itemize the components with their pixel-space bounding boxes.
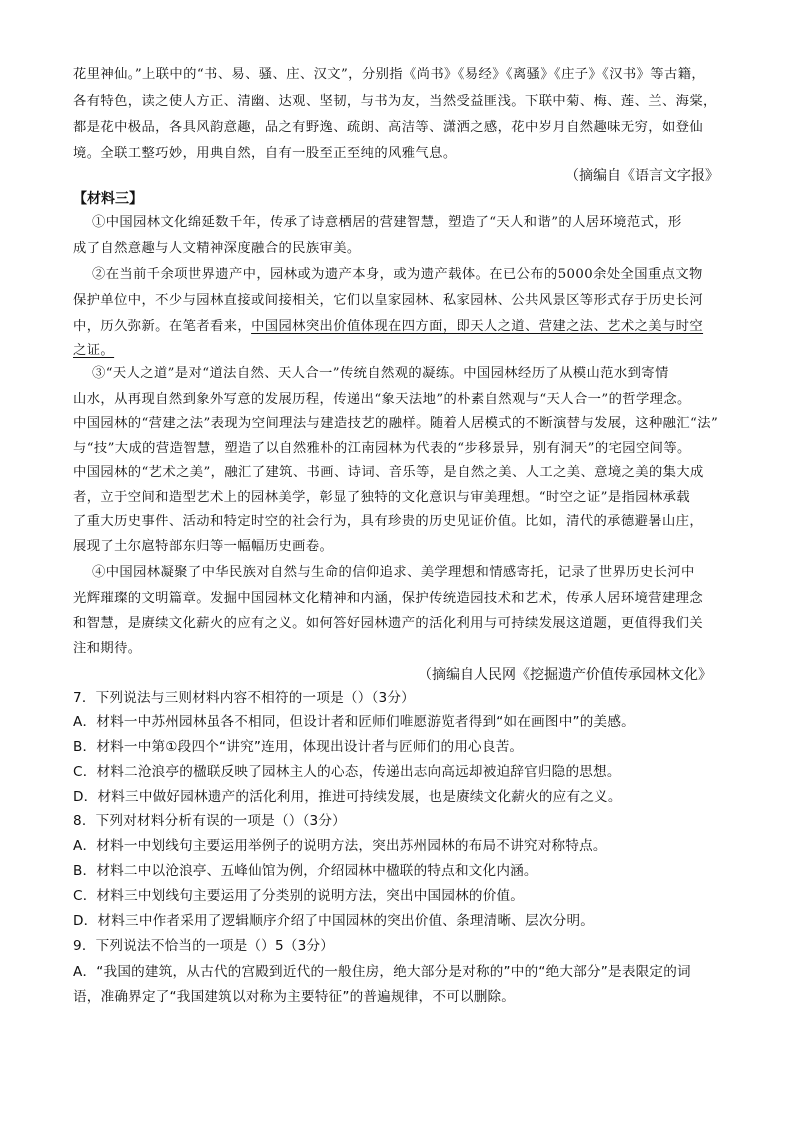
text-line: 展现了土尔扈特部东归等一幅幅历史画卷。	[73, 539, 334, 554]
option-9a: A．“我国的建筑，从古代的宫殿到近代的一般住房，绝大部分是对称的”中的“绝大部分”是表限定的词	[73, 964, 691, 980]
text-line: 和智慧，是赓续文化薪火的应有之义。如何答好园林遗产的活化利用与可持续发展这道题，更值得我们关	[73, 616, 704, 631]
section-header: 【材料三】	[73, 191, 143, 207]
option-7b: B．材料一中第①段四个“讲究”连用，体现出设计者与匠师们的用心良苦。	[73, 739, 524, 755]
text-line	[73, 342, 114, 360]
option-9a-cont: 语，准确界定了“我国建筑以对称为主要特征”的普遍规律，不可以删除。	[73, 989, 516, 1005]
text-line: 各有特色，读之使人方正、清幽、达观、坚韧，与书为友，当然受益匪浅。下联中菊、梅、莲、兰、海棠，	[73, 94, 717, 109]
text-line: 山水，从再现自然到象外写意的发展历程，传递出“象天法地”的朴素自然观与“天人合一”的哲学理念。	[73, 392, 691, 407]
question-stem-8: 8．下列对材料分析有误的一项是（）（3分）	[73, 813, 346, 829]
text-line: 花里神仙。”上联中的“书、易、骚、庄、汉文”，分别指《尚书》《易经》《离骚》《庄子》《汉书》等古籍，	[73, 67, 706, 82]
option-8d: D．材料三中作者采用了逻辑顺序介绍了中国园林的突出价值、条理清晰、层次分明。	[73, 913, 595, 929]
option-8c: C．材料三中划线句主要运用了分类别的说明方法，突出中国园林的价值。	[73, 888, 525, 904]
text-line: ④中国园林凝聚了中华民族对自然与生命的信仰追求、美学理想和情感寄托，记录了世界历史长河中	[92, 565, 695, 580]
text-line: ①中国园林文化绵延数千年，传承了诗意栖居的营建智慧，塑造了“天人和谐”的人居环境范式，形	[92, 215, 682, 230]
text-line: ③“天人之道”是对“道法自然、天人合一”传统自然观的凝练。中国园林经历了从模山范水到寄情	[92, 366, 669, 381]
text-line: 者，立于空间和造型艺术上的园林美学，彰显了独特的文化意识与审美理想。“时空之证”是指园林承载	[73, 490, 691, 505]
text-line: 了重大历史事件、活动和特定时空的社会行为，具有珍贵的历史见证价值。比如，清代的承德避暑山庄，	[73, 514, 704, 529]
question-stem-9: 9．下列说法不恰当的一项是（）5（3分）	[73, 938, 335, 954]
option-7a: A．材料一中苏州园林虽各不相同，但设计者和匠师们唯愿游览者得到“如在画图中”的美感。	[73, 714, 635, 730]
text-line: 光辉璀璨的文明篇章。发掘中国园林文化精神和内涵，保护传统造园技术和艺术，传承人居环境营建理念	[73, 591, 704, 606]
text-line: 成了自然意趣与人文精神深度融合的民族审美。	[73, 241, 361, 256]
option-7d: D．材料三中做好园林遗产的活化利用，推进可持续发展，也是赓续文化薪火的应有之义。	[73, 789, 622, 805]
text-span: 中，历久弥新。在笔者看来，	[73, 319, 252, 334]
text-line: 中国园林的“营建之法”表现为空间理法与建造技艺的融样。随着人居模式的不断演替与发展，这种融汇“法”	[73, 416, 719, 431]
underlined-sentence: 中国园林突出价值体现在四方面，即天人之道、营建之法、艺术之美与时空	[251, 319, 704, 334]
text-line: 中国园林的“艺术之美”，融汇了建筑、书画、诗词、音乐等，是自然之美、人工之美、意境之美的集大成	[73, 465, 704, 480]
option-7c: C．材料二沧浪亭的楹联反映了园林主人的心态，传递出志向高远却被迫辞官归隐的思想。	[73, 764, 621, 780]
underlined-sentence: 之证。	[73, 343, 115, 358]
text-line: 与“技”大成的营造智慧，塑造了以自然雅朴的江南园林为代表的“步移景异，别有洞天”的宅园空间等。	[73, 441, 691, 456]
text-line: ②在当前千余项世界遗产中，园林或为遗产本身，或为遗产载体。在已公布的5000余处全国重点文物	[92, 267, 703, 282]
text-line: 保护单位中，不少与园林直接或间接相关，它们以皇家园林、私家园林、公共风景区等形式存于历史长河	[73, 293, 704, 308]
text-line: 注和期待。	[73, 641, 142, 656]
option-8a: A．材料一中划线句主要运用举例子的说明方法，突出苏州园林的布局不讲究对称特点。	[73, 838, 607, 854]
option-8b: B．材料二中以沧浪亭、五峰仙馆为例，介绍园林中楹联的特点和文化内涵。	[73, 863, 538, 879]
source-citation: （摘编自人民网《挖掘遗产价值传承园林文化》	[418, 667, 712, 683]
source-citation: （摘编自《语言文字报》	[565, 168, 719, 184]
text-line: 都是花中极品，各具风韵意趣，品之有野逸、疏朗、高洁等、潇洒之感，花中岁月自然趣味无穷，如登仙	[73, 120, 704, 135]
text-line	[73, 318, 703, 336]
text-line: 境。全联工整巧妙，用典自然，自有一股至正至纯的风雅气息。	[73, 146, 457, 161]
question-stem-7: 7．下列说法与三则材料内容不相符的一项是（）（3分）	[73, 690, 415, 706]
